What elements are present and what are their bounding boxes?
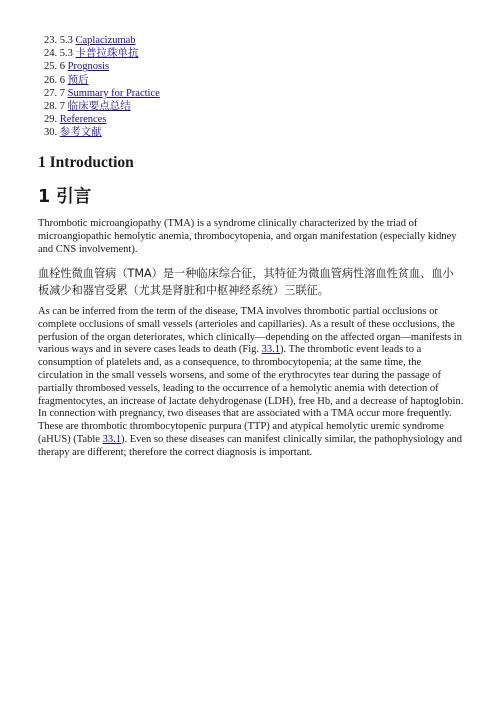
toc-link-caplacizumab[interactable]: Caplacizumab <box>75 35 136 46</box>
toc-link-summary[interactable]: Summary for Practice <box>67 87 160 99</box>
toc-item-prognosis <box>44 60 160 73</box>
toc-number: 25. 6 <box>44 61 65 73</box>
intro-paragraph: Thrombotic microangiopathy (TMA) is a syndrome clinically characterized by the triad of microangiopathic hemolytic anemia, thrombocytopenia, and organ manifestation (especially kidney and CNS involvement). <box>38 218 457 255</box>
toc-item-caplacizumab-cn <box>44 47 160 60</box>
toc-item-summary <box>44 87 160 100</box>
toc-link-references[interactable]: References <box>59 114 107 126</box>
toc-number: 30. <box>44 127 58 139</box>
body-text: ). Even so these diseases can manifest clinically similar, the pathophysiology and therapy are different; therefore the correct diagnosis is important. <box>38 433 462 458</box>
toc-link-references-cn[interactable]: 参考文献 <box>59 126 102 139</box>
toc-item-prognosis-cn <box>44 74 160 87</box>
body-paragraph <box>38 306 466 460</box>
body-text: As can be inferred from the term of the disease, TMA involves thrombotic partial occlusions or complete occlusions of small vessels (arterioles and capillaries). As a result of these occlusions, the perfusion of the organ deteriorates, which clinically—depending on the affected organ—manifests in various ways and in severe cases leads to death (Fig. <box>38 306 462 356</box>
toc-link-prognosis[interactable]: Prognosis <box>67 61 110 73</box>
toc-item-summary-cn <box>44 100 160 113</box>
toc-number: 23. 5.3 <box>44 35 73 46</box>
table-of-contents <box>44 34 160 140</box>
toc-link-caplacizumab-cn[interactable]: 卡普拉珠单抗 <box>75 47 139 60</box>
table-link[interactable]: 33.1 <box>102 433 121 445</box>
toc-link-summary-cn[interactable]: 临床要点总结 <box>67 100 131 113</box>
toc-number: 28. 7 <box>44 101 65 113</box>
toc-item-references <box>44 113 160 126</box>
section-heading-chinese: 1 引言 <box>38 187 92 207</box>
body-text: ). The thrombotic event leads to a consumption of platelets and, as a consequence, to thrombocytopenia; at the same time, the circulation in the small vessels worsens, and some of the erythrocytes tear during the passage of partially thrombosed vessels, leading to the occurrence of a hemolytic anemia with detection of fragmentocytes, an increase of lactate dehydrogenase (LDH), free Hb, and a decrease of haptoglobin. In connection with pregnancy, two diseases that are associated with a TMA occur more frequently. These are thrombotic thrombocytopenic purpura (TTP) and atypical hemolytic uremic syndrome (aHUS) (Table <box>38 344 464 445</box>
toc-number: 26. 6 <box>44 74 65 86</box>
intro-paragraph-chinese: 血栓性微血管病（TMA）是一种临床综合征，其特征为微血管病性溶血性贫血、血小板减少和器官受累（尤其是肾脏和中枢神经系统）三联征。 <box>38 267 454 297</box>
toc-item-references-cn <box>44 126 160 139</box>
toc-number: 27. 7 <box>44 87 65 99</box>
toc-number: 24. 5.3 <box>44 48 73 60</box>
toc-number: 29. <box>44 114 58 126</box>
section-heading-english: 1 Introduction <box>38 154 134 171</box>
toc-link-prognosis-cn[interactable]: 预后 <box>67 73 89 86</box>
figure-link[interactable]: 33.1 <box>261 344 281 356</box>
toc-item-caplacizumab <box>44 34 160 47</box>
